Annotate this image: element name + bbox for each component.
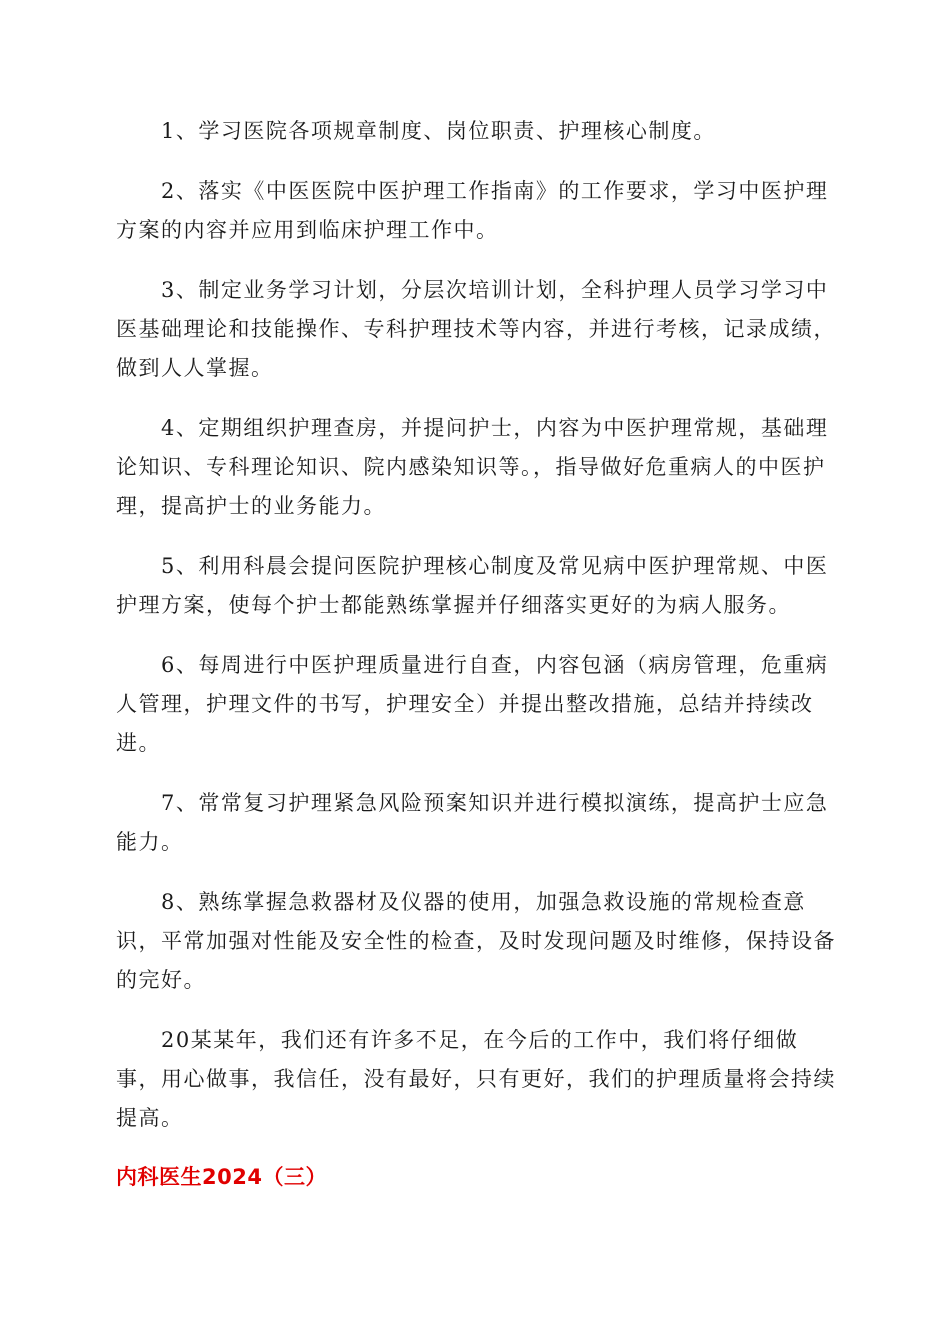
paragraph-5: 5、利用科晨会提问医院护理核心制度及常见病中医护理常规、中医护理方案，使每个护士都能熟练掌握并仔细落实更好的为病人服务。 xyxy=(116,554,829,617)
paragraph-4: 4、定期组织护理查房，并提问护士，内容为中医护理常规，基础理论知识、专科理论知识、院内感染知识等。，指导做好危重病人的中医护理，提高护士的业务能力。 xyxy=(116,416,829,518)
paragraph-7: 7、常常复习护理紧急风险预案知识并进行模拟演练，提高护士应急能力。 xyxy=(116,791,829,854)
paragraph-6: 6、每周进行中医护理质量进行自查，内容包涵（病房管理，危重病人管理，护理文件的书写，护理安全）并提出整改措施，总结并持续改进。 xyxy=(116,653,829,755)
paragraph-2: 2、落实《中医医院中医护理工作指南》的工作要求，学习中医护理方案的内容并应用到临床护理工作中。 xyxy=(116,179,829,242)
section-heading: 内科医生2024（三） xyxy=(116,1165,327,1189)
paragraph-summary: 20某某年，我们还有许多不足，在今后的工作中，我们将仔细做事，用心做事，我信任，没有最好，只有更好，我们的护理质量将会持续提高。 xyxy=(116,1028,836,1130)
paragraph-1: 1、学习医院各项规章制度、岗位职责、护理核心制度。 xyxy=(161,119,716,143)
document-body xyxy=(116,112,836,1195)
paragraph-3: 3、制定业务学习计划，分层次培训计划，全科护理人员学习学习中医基础理论和技能操作、专科护理技术等内容，并进行考核，记录成绩，做到人人掌握。 xyxy=(116,278,836,380)
paragraph-8: 8、熟练掌握急救器材及仪器的使用，加强急救设施的常规检查意识，平常加强对性能及安全性的检查，及时发现问题及时维修，保持设备的完好。 xyxy=(116,890,836,992)
